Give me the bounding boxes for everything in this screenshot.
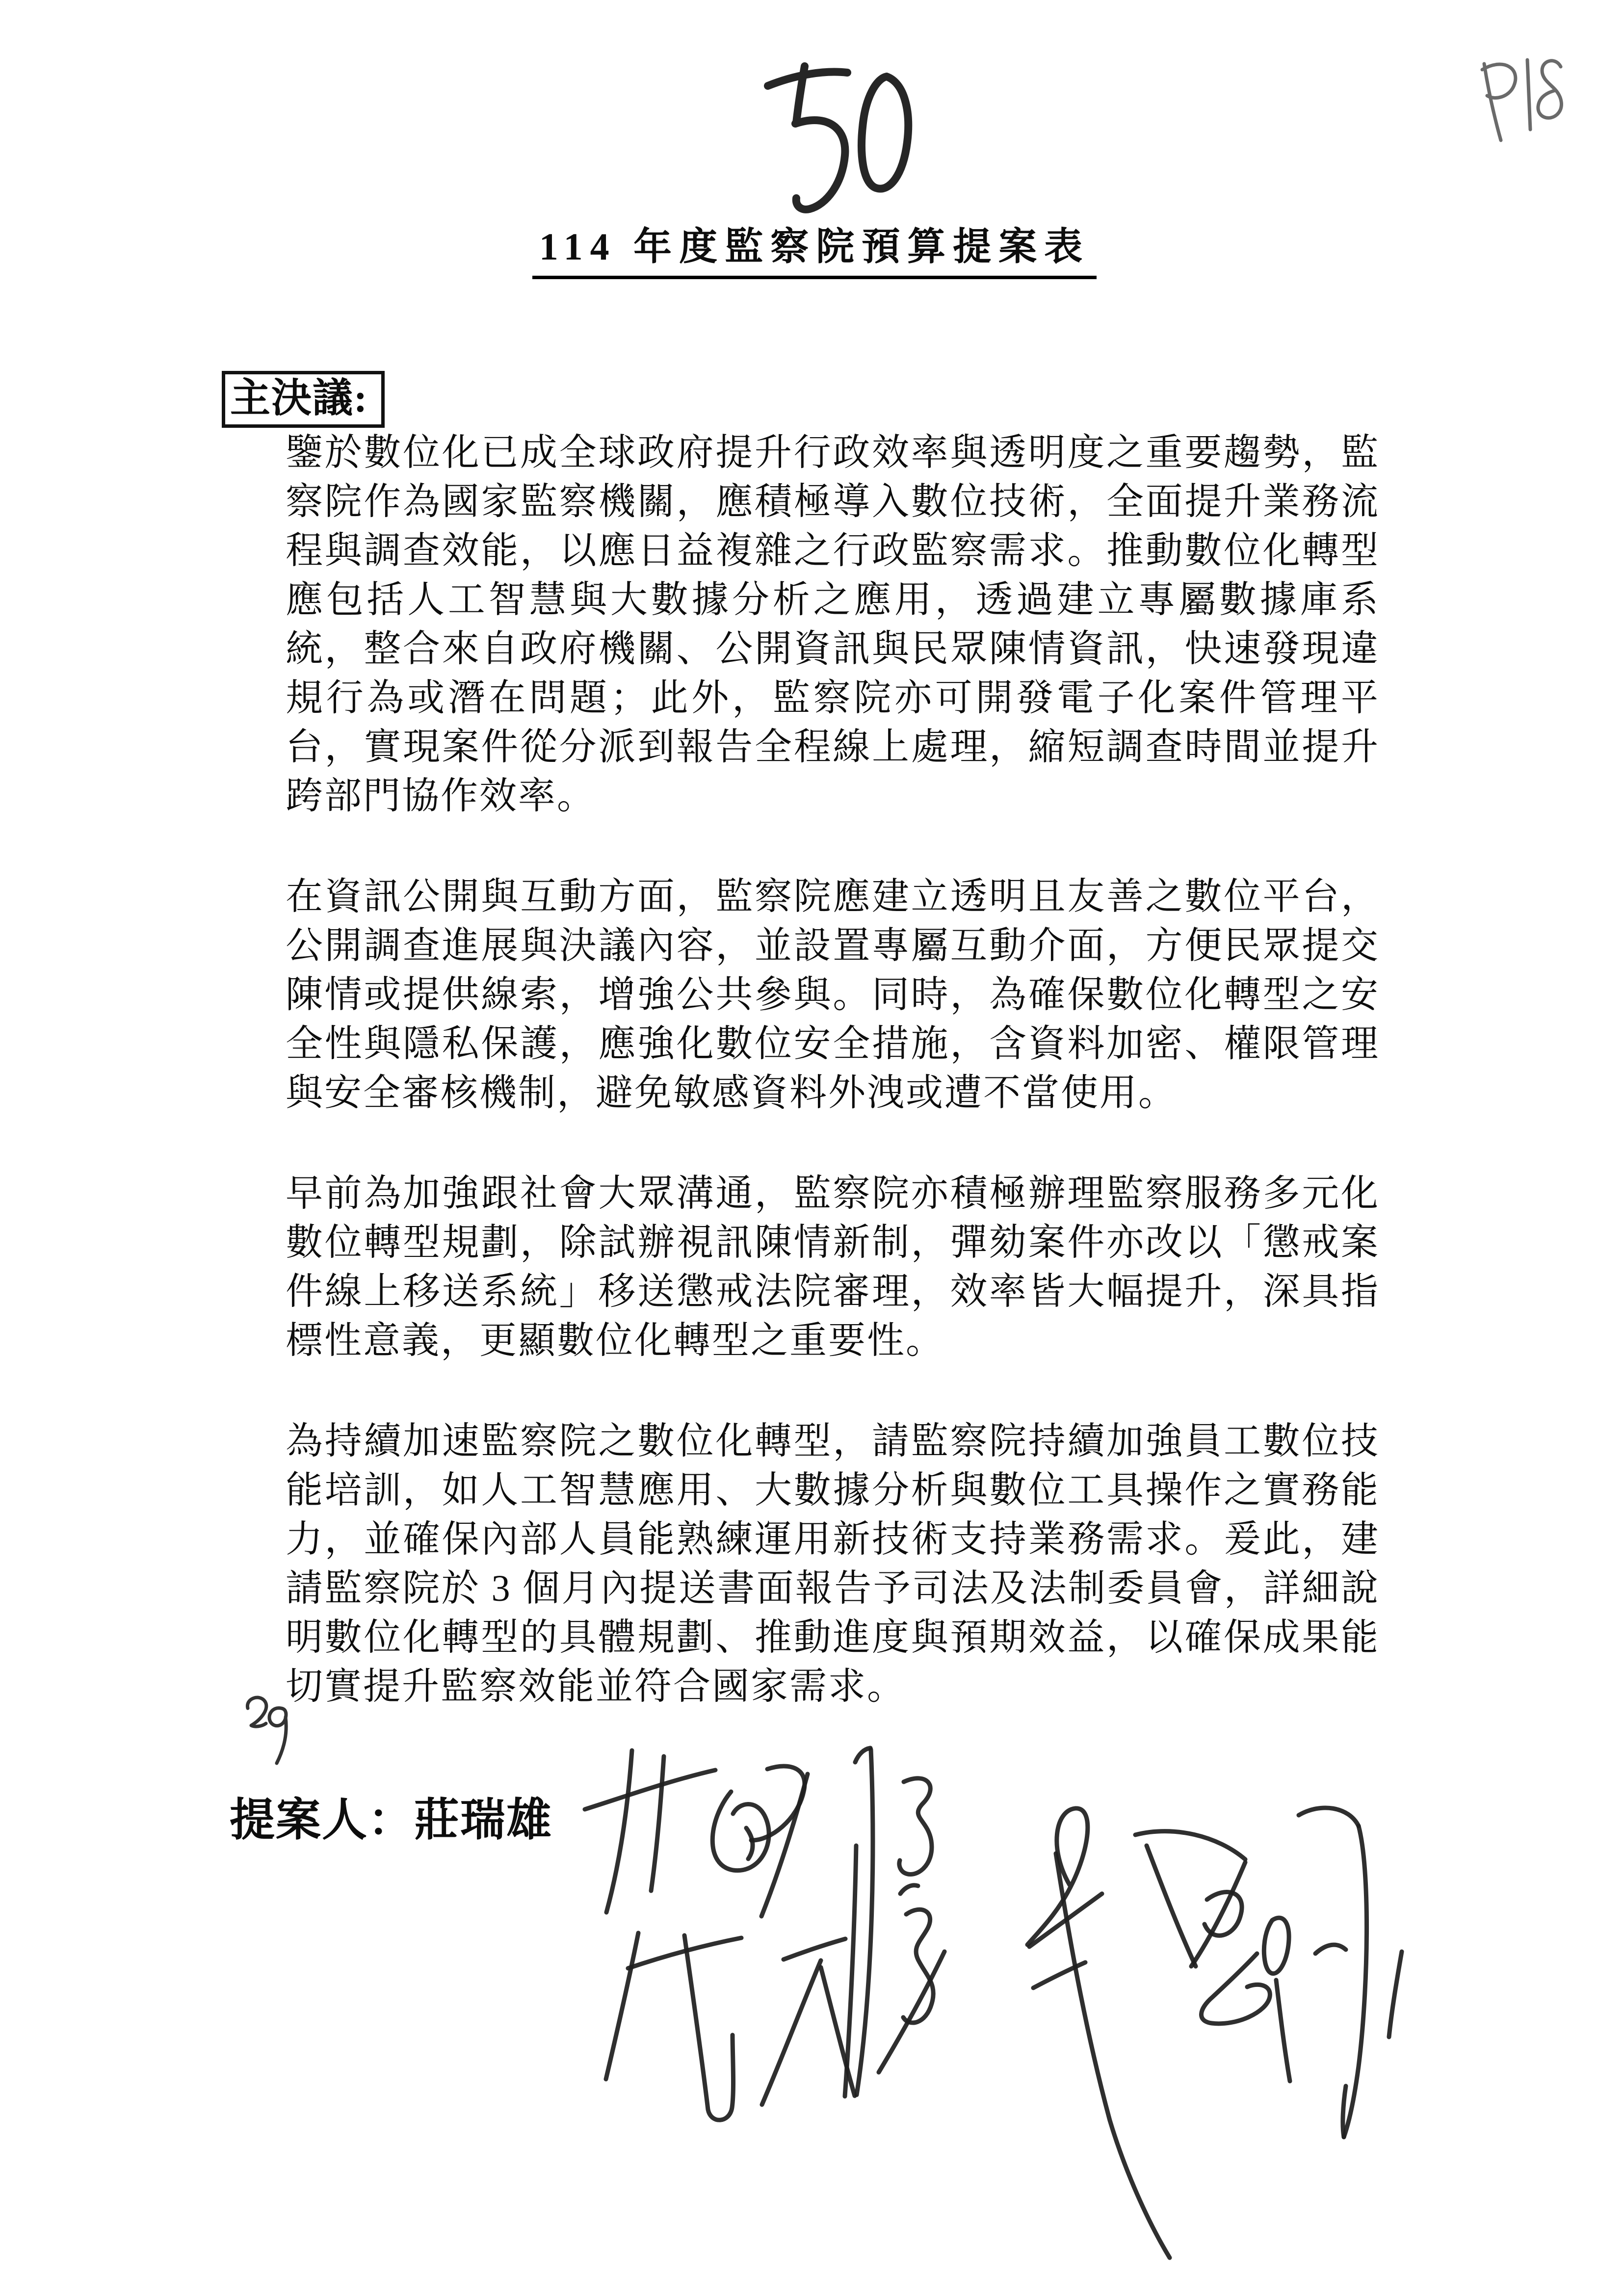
- body-line: 台，實現案件從分派到報告全程線上處理，縮短調查時間並提升: [286, 727, 1380, 768]
- body-line: 數位轉型規劃，除試辦視訊陳情新制，彈劾案件亦改以「懲戒案: [286, 1222, 1380, 1263]
- body-line: 鑒於數位化已成全球政府提升行政效率與透明度之重要趨勢，監: [286, 432, 1380, 473]
- signature-cosigner-1: [601, 1835, 964, 2129]
- body-line: 察院作為國家監察機關，應積極導入數位技術，全面提升業務流: [286, 481, 1380, 522]
- paragraph: [286, 872, 1380, 1118]
- body-line: 明數位化轉型的具體規劃、推動進度與預期效益，以確保成果能: [286, 1617, 1380, 1658]
- resolution-label-box: [222, 371, 385, 428]
- body-line: 程與調查效能，以應日益複雜之行政監察需求。推動數位化轉型: [286, 530, 1380, 572]
- body-line: 為持續加速監察院之數位化轉型，請監察院持續加強員工數位技: [286, 1421, 1380, 1462]
- body-line: 早前為加強跟社會大眾溝通，監察院亦積極辦理監察服務多元化: [286, 1173, 1380, 1214]
- body-line: 件線上移送系統」移送懲戒法院審理，效率皆大幅提升，深具指: [286, 1271, 1380, 1312]
- handwritten-page-note: [1465, 49, 1568, 147]
- paragraph: [286, 1417, 1380, 1711]
- signature-cosigner-2: [1021, 1791, 1413, 2281]
- paragraph: [286, 428, 1380, 821]
- body-line: 統，整合來自政府機關、公開資訊與民眾陳情資訊，快速發現違: [286, 628, 1380, 670]
- body-line: 標性意義，更顯數位化轉型之重要性。: [286, 1320, 944, 1361]
- page-title-text: 114 年度監察院預算提案表: [532, 216, 1097, 279]
- body-line: 應包括人工智慧與大數據分析之應用，透過建立專屬數據庫系: [286, 579, 1380, 621]
- body-line: 能培訓，如人工智慧應用、大數據分析與數位工具操作之實務能: [286, 1470, 1380, 1511]
- body-line: 請監察院於 3 個月內提送書面報告予司法及法制委員會，詳細說: [286, 1568, 1380, 1609]
- body-line: 力，並確保內部人員能熟練運用新技術支持業務需求。爰此，建: [286, 1519, 1380, 1560]
- body-line: 跨部門協作效率。: [286, 776, 596, 817]
- body-line: 規行為或潛在問題；此外，監察院亦可開發電子化案件管理平: [286, 678, 1380, 719]
- body-line: 切實提升監察效能並符合國家需求。: [286, 1666, 906, 1707]
- body-line: 與安全審核機制，避免敏感資料外洩或遭不當使用。: [286, 1072, 1177, 1114]
- resolution-label: 主決議:: [230, 376, 368, 420]
- paragraph: [286, 1169, 1380, 1365]
- body-line: 在資訊公開與互動方面，監察院應建立透明且友善之數位平台，: [286, 876, 1380, 917]
- page-title: [520, 216, 1109, 279]
- body-line: 陳情或提供線索，增強公共參與。同時，為確保數位化轉型之安: [286, 974, 1380, 1016]
- body-text: [286, 428, 1380, 1763]
- handwritten-margin-note: [239, 1692, 288, 1765]
- proposer-line: 提案人：莊瑞雄: [230, 1795, 553, 1845]
- body-line: 全性與隱私保護，應強化數位安全措施，含資料加密、權限管理: [286, 1023, 1380, 1065]
- body-line: 公開調查進展與決議內容，並設置專屬互動介面，方便民眾提交: [286, 925, 1380, 966]
- handwritten-case-number: [758, 59, 925, 221]
